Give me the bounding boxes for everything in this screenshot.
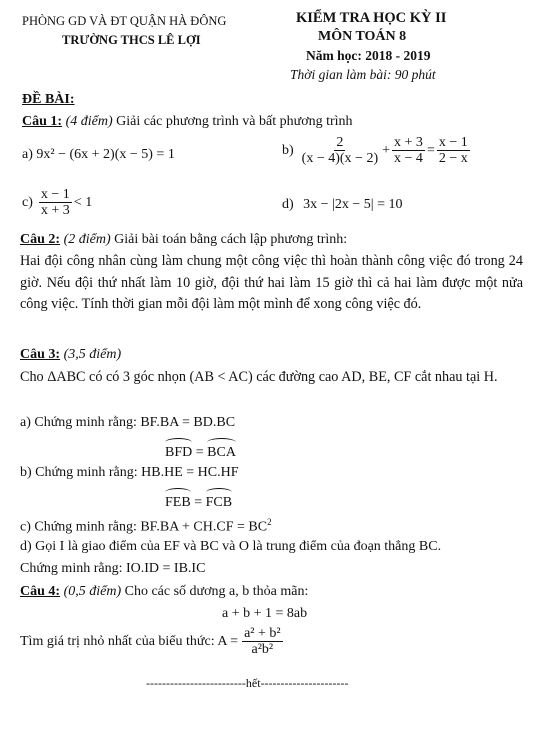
- equals-sign: =: [426, 143, 435, 158]
- question-1d-equation: 3x − |2x − 5| = 10: [303, 197, 403, 212]
- angle-equals-1: =: [192, 445, 208, 460]
- fraction-5-numerator: a² + b²: [244, 626, 281, 641]
- fraction-5-denominator: a²b²: [251, 642, 274, 657]
- plus-sign: +: [382, 143, 391, 158]
- fraction-2-numerator: x + 3: [394, 135, 423, 150]
- exam-title: KIỂM TRA HỌC KỲ II: [296, 10, 447, 26]
- fraction-3-denominator: 2 − x: [438, 151, 468, 166]
- question-2-title: Câu 2:: [20, 232, 61, 247]
- question-2-points: (2 điểm): [63, 232, 111, 247]
- question-1a-equation: 9x² − (6x + 2)(x − 5) = 1: [36, 147, 175, 162]
- question-2-text: Giải bài toán bằng cách lập phương trình:: [114, 232, 348, 247]
- question-1b-label: b): [282, 143, 294, 158]
- question-1d: [282, 196, 402, 213]
- time-limit: Thời gian làm bài: 90 phút: [290, 67, 436, 82]
- angle-equals-2: =: [190, 495, 206, 510]
- school-year: Năm học: 2018 - 2019: [306, 48, 431, 63]
- question-4-title: Câu 4:: [20, 584, 61, 599]
- question-3b: b) Chứng minh rằng: HB.HE = HC.HF: [20, 465, 239, 480]
- question-3-points: (3,5 điểm): [63, 347, 122, 362]
- angle-bca: BCA: [207, 440, 236, 461]
- fraction-1-numerator: 2: [336, 135, 344, 150]
- question-4-find: Tìm giá trị nhỏ nhất của biểu thức: A =: [20, 634, 239, 649]
- question-4-expression: [20, 626, 285, 657]
- fraction-5: [242, 626, 283, 657]
- question-1-text: Giải các phương trình và bất phương trình: [116, 114, 353, 129]
- question-3c-exponent: 2: [267, 517, 272, 527]
- less-than-one: < 1: [73, 195, 93, 210]
- fraction-1-denominator: (x − 4)(x − 2): [301, 151, 379, 166]
- question-4-text: Cho các số dương a, b thỏa mãn:: [124, 584, 309, 599]
- question-1c: [22, 187, 92, 218]
- question-1-points: (4 điểm): [65, 114, 113, 129]
- fraction-2: [392, 135, 425, 166]
- end-marker: -------------------------hết----------------------: [146, 676, 349, 690]
- question-3b-angles: [165, 490, 232, 511]
- question-3-title: Câu 3:: [20, 347, 61, 362]
- fraction-4-numerator: x − 1: [40, 187, 70, 202]
- question-4-points: (0,5 điểm): [63, 584, 122, 599]
- question-3a-angles: [165, 440, 236, 461]
- question-3d-line2: Chứng minh rằng: IO.ID = IB.IC: [20, 561, 206, 576]
- fraction-4: [39, 187, 72, 218]
- question-1a-label: a): [22, 147, 33, 162]
- question-2-line: [20, 231, 347, 248]
- fraction-3: [437, 135, 470, 166]
- school-name: TRƯỜNG THCS LÊ LỢI: [62, 33, 201, 47]
- question-1b: [282, 135, 472, 166]
- angle-fcb: FCB: [206, 490, 232, 511]
- fraction-3-numerator: x − 1: [438, 135, 468, 150]
- de-bai-heading: ĐỀ BÀI:: [22, 92, 75, 107]
- angle-feb: FEB: [165, 490, 191, 511]
- question-3c: [20, 514, 272, 536]
- angle-bfd: BFD: [165, 440, 192, 461]
- question-1c-label: c): [22, 195, 33, 210]
- question-3a: a) Chứng minh rằng: BF.BA = BD.BC: [20, 415, 236, 430]
- question-1d-label: d): [282, 197, 294, 212]
- question-4-condition: a + b + 1 = 8ab: [222, 606, 308, 621]
- question-3-intro: Cho ΔABC có có 3 góc nhọn (AB < AC) các đường cao AD, BE, CF cắt nhau tại H.: [20, 369, 498, 385]
- question-4-line: [20, 583, 308, 600]
- question-3-line: [20, 346, 121, 363]
- department-name: PHÒNG GD VÀ ĐT QUẬN HÀ ĐÔNG: [22, 14, 227, 28]
- question-3c-text: c) Chứng minh rằng: BF.BA + CH.CF = BC: [20, 519, 268, 535]
- subject-title: MÔN TOÁN 8: [318, 29, 407, 44]
- fraction-2-denominator: x − 4: [394, 151, 423, 166]
- question-1-line: [22, 113, 353, 130]
- question-3d: d) Gọi I là giao điểm của EF và BC và O là trung điểm của đoạn thẳng BC.: [20, 539, 442, 554]
- question-1a: [22, 146, 175, 163]
- fraction-1: [300, 135, 380, 166]
- question-1-title: Câu 1:: [22, 114, 63, 129]
- question-2-body: Hai đội công nhân cùng làm chung một công việc thì hoàn thành công việc đó trong 24 giờ. Nếu đội thứ nhất làm 10 giờ, đội thứ hai làm 15 giờ thì cả hai làm được một nửa công việc. Tính thời gian mỗi đội làm một mình để xong công việc đó.: [20, 253, 523, 312]
- fraction-4-denominator: x + 3: [40, 203, 70, 218]
